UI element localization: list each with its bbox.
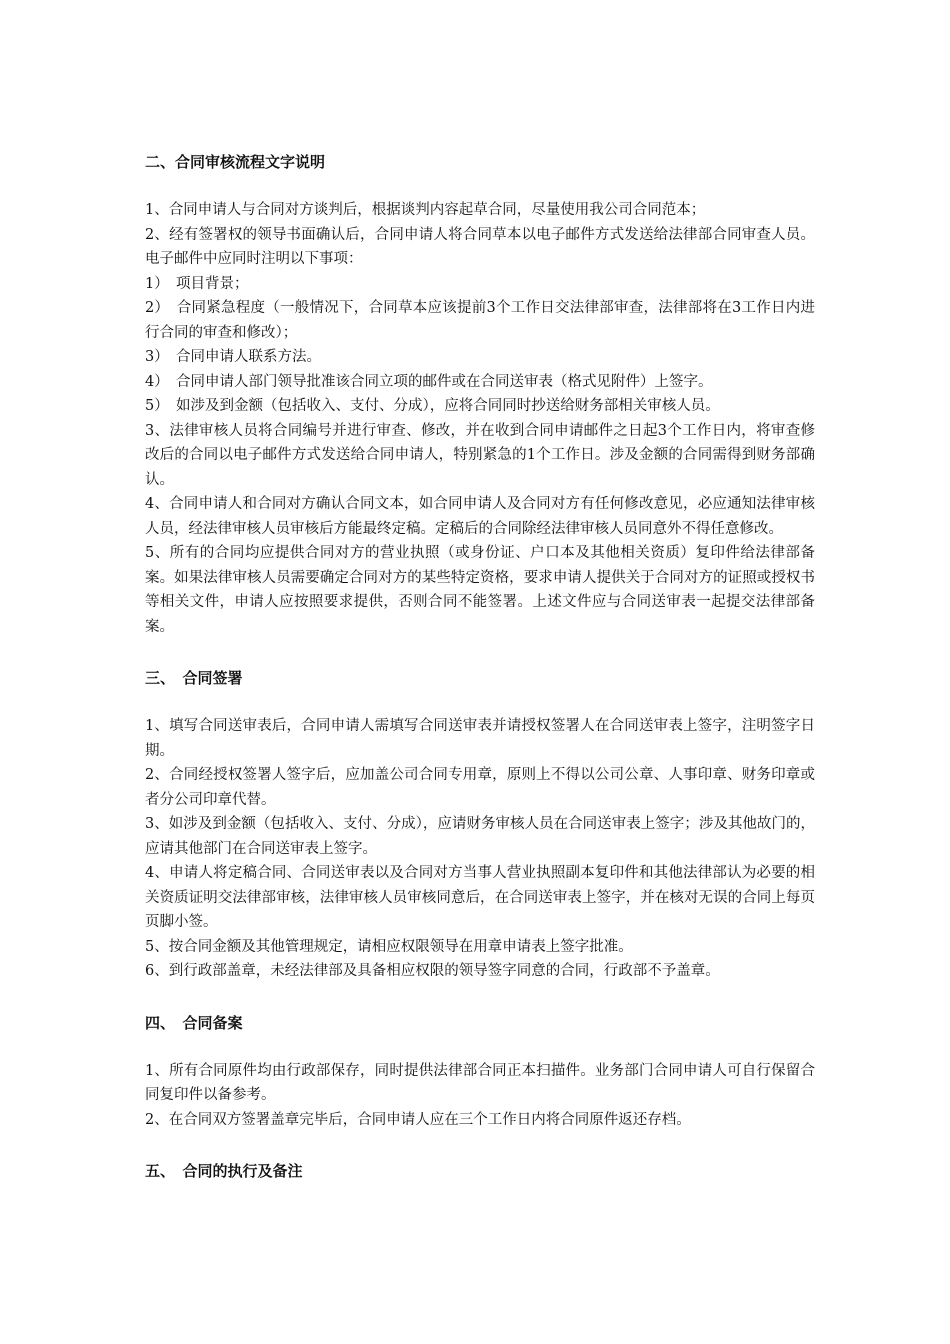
list-item: 2） 合同紧急程度（一般情况下，合同草本应该提前3个工作日交法律部审查，法律部将在3工作日内进行合同的审查和修改）； — [145, 300, 815, 341]
paragraph: 4、申请人将定稿合同、合同送审表以及合同对方当事人营业执照副本复印件和其他法律部认为必要的相关资质证明交法律部审核，法律审核人员审核同意后，在合同送审表上签字，并在核对无误的合同上每页页脚小签。 — [145, 865, 815, 930]
list-item: 1） 项目背景； — [145, 275, 249, 292]
list-item: 5） 如涉及到金额（包括收入、支付、分成），应将合同同时抄送给财务部相关审核人员。 — [145, 398, 720, 414]
paragraph: 1、填写合同送审表后，合同申请人需填写合同送审表并请授权签署人在合同送审表上签字，注明签字日期。 — [145, 718, 815, 759]
paragraph: 6、到行政部盖章，未经法律部及具备相应权限的领导签字同意的合同，行政部不予盖章。 — [145, 963, 720, 979]
paragraph: 5、所有的合同均应提供合同对方的营业执照（或身份证、户口本及其他相关资质）复印件给法律部备案。如果法律审核人员需要确定合同对方的某些特定资格，要求申请人提供关于合同对方的证照或授权书等相关文件，申请人应按照要求提供，否则合同不能签署。上述文件应与合同送审表一起提交法律部备案。 — [145, 545, 815, 635]
paragraph: 1、合同申请人与合同对方谈判后，根据谈判内容起草合同，尽量使用我公司合同范本； — [145, 202, 706, 218]
section-heading-review-process: 二、合同审核流程文字说明 — [145, 153, 326, 171]
paragraph: 3、如涉及到金额（包括收入、支付、分成），应请财务审核人员在合同送审表上签字；涉及其他故门的，应请其他部门在合同送审表上签字。 — [145, 816, 815, 857]
paragraph: 2、合同经授权签署人签字后，应加盖公司合同专用章，原则上不得以公司公章、人事印章、财务印章或者分公司印章代替。 — [145, 767, 815, 808]
document-body — [145, 150, 815, 1183]
paragraph: 5、按合同金额及其他管理规定，请相应权限领导在用章申请表上签字批准。 — [145, 938, 633, 955]
paragraph: 1、所有合同原件均由行政部保存，同时提供法律部合同正本扫描件。业务部门合同申请人可自行保留合同复印件以备参考。 — [145, 1062, 815, 1103]
section-heading-contract-execution: 五、 合同的执行及备注 — [145, 1162, 303, 1180]
list-item: 3） 合同申请人联系方法。 — [145, 349, 321, 365]
section-heading-contract-signing: 三、 合同签署 — [145, 669, 243, 687]
list-item: 4） 合同申请人部门领导批准该合同立项的邮件或在合同送审表（格式见附件）上签字。 — [145, 373, 713, 390]
paragraph: 2、经有签署权的领导书面确认后，合同申请人将合同草本以电子邮件方式发送给法律部合同审查人员。电子邮件中应同时注明以下事项： — [145, 226, 815, 267]
paragraph: 3、法律审核人员将合同编号并进行审查、修改，并在收到合同申请邮件之日起3个工作日内，将审查修改后的合同以电子邮件方式发送给合同申请人，特别紧急的1个工作日。涉及金额的合同需得到财务部确认。 — [145, 422, 815, 488]
section-heading-contract-filing: 四、 合同备案 — [145, 1013, 243, 1032]
paragraph: 4、合同申请人和合同对方确认合同文本，如合同申请人及合同对方有任何修改意见，必应通知法律审核人员，经法律审核人员审核后方能最终定稿。定稿后的合同除经法律审核人员同意外不得任意修改。 — [145, 496, 815, 537]
paragraph: 2、在合同双方签署盖章完毕后，合同申请人应在三个工作日内将合同原件返还存档。 — [145, 1111, 691, 1128]
